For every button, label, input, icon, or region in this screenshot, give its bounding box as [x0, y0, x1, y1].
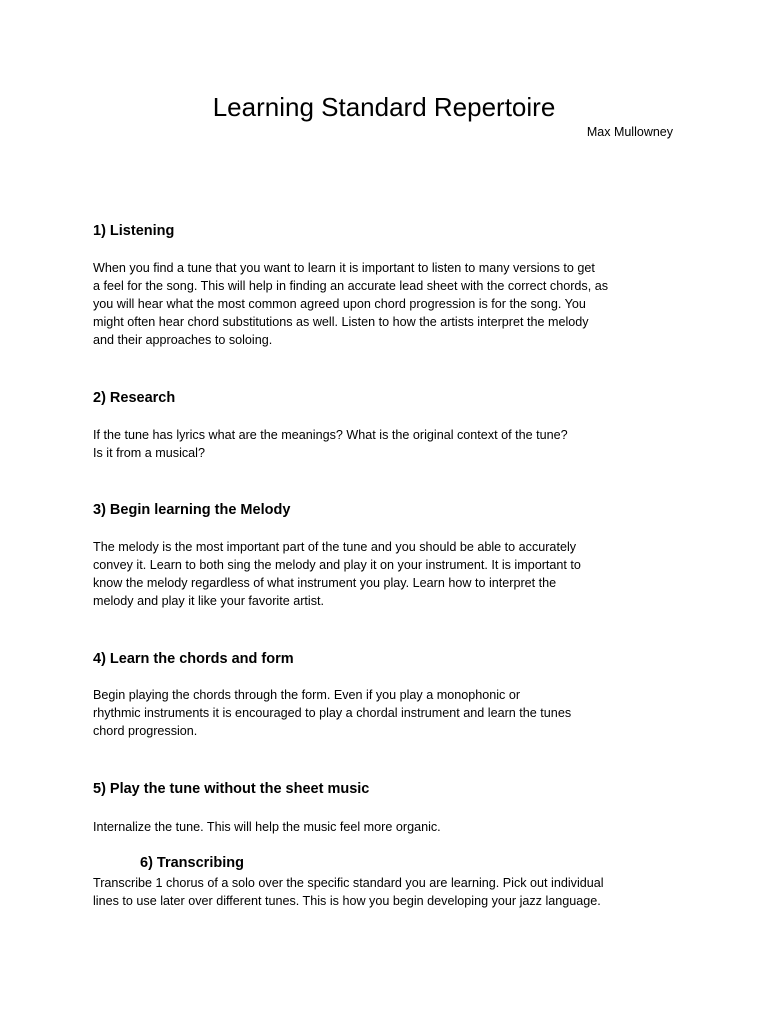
document-title: Learning Standard Repertoire — [212, 92, 556, 122]
section-heading-listening: 1) Listening — [93, 223, 175, 239]
section-heading-melody: 3) Begin learning the Melody — [93, 502, 291, 518]
section-heading-research: 2) Research — [93, 390, 176, 406]
section-body-no-sheet-music: Internalize the tune. This will help the music feel more organic. — [93, 820, 441, 834]
section-body-melody: The melody is the most important part of the tune and you should be able to accurately convey it. Learn to both sing the melody and play it on your instrument. It is important to know the melody regardless of what instrument you play. Learn how to interpret the melody and play it like your favorite artist. — [93, 540, 581, 608]
section-heading-no-sheet-music: 5) Play the tune without the sheet music — [93, 781, 370, 797]
section-heading-transcribing: 6) Transcribing — [140, 855, 244, 871]
section-heading-chords-form: 4) Learn the chords and form — [93, 651, 294, 667]
section-body-listening: When you find a tune that you want to learn it is important to listen to many versions to get a feel for the song. This will help in finding an accurate lead sheet with the correct chords, as you will hear what the most common agreed upon chord progression is for the song. You might often hear chord substitutions as well. Listen to how the artists interpret the melody and their approaches to soloing. — [93, 261, 608, 347]
section-body-transcribing: Transcribe 1 chorus of a solo over the specific standard you are learning. Pick out individual lines to use later over different tunes. This is how you begin developing your jazz language. — [93, 876, 604, 908]
section-body-research: If the tune has lyrics what are the meanings? What is the original context of the tune? Is it from a musical? — [93, 428, 568, 460]
author-name: Max Mullowney — [586, 125, 673, 139]
section-body-chords-form: Begin playing the chords through the form. Even if you play a monophonic or rhythmic instruments it is encouraged to play a chordal instrument and learn the tunes chord progression. — [93, 688, 572, 738]
